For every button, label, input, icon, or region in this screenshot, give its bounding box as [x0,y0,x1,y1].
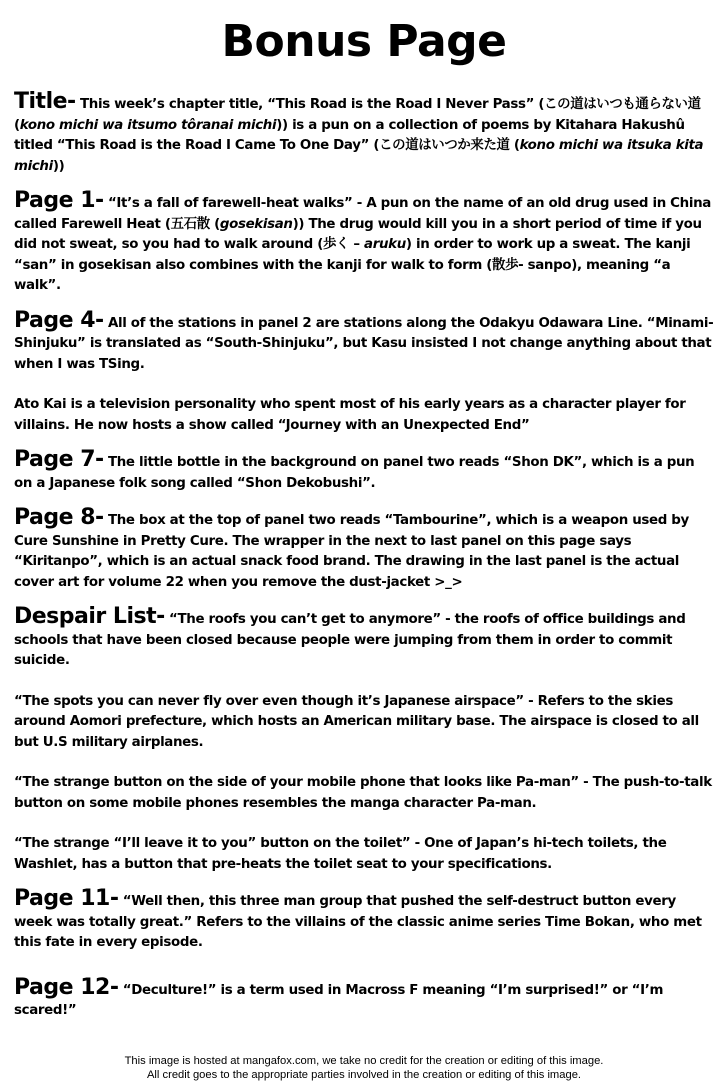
entry-page-12: Page 12- “Deculture!” is a term used in Macross F meaning “I’m surprised!” or “I’m scared!” [14,974,664,1018]
entry-heading: Title- [14,89,76,114]
entry-despair-item-4: “The strange “I’ll leave it to you” button on the toilet” - One of Japan’s hi-tech toilets, the Washlet, has a button that pre-heats the toilet seat to your specifications. [14,836,667,872]
entry-heading: Page 11- [14,886,119,911]
entry-page-11: Page 11- “Well then, this three man group that pushed the self-destruct button every week was totally great.” Refers to the villains of the classic anime series Time Bokan, who met this fate in every episode. [14,886,702,950]
entry-page-8: Page 8- The box at the top of panel two reads “Tambourine”, which is a weapon used by Cure Sunshine in Pretty Cure. The wrapper in the next to last panel on this page says “Kiritanpo”, which is an actual snack food brand. The drawing in the last panel is the actual cover art for volume 22 when you remove the dust-jacket >_> [14,505,689,590]
entry-heading: Despair List- [14,604,165,629]
page-title: Bonus Page [221,16,507,67]
hosting-credit-footer [0,1054,728,1082]
entry-despair-item-3: “The strange button on the side of your mobile phone that looks like Pa-man” - The push-to-talk button on some mobile phones resembles the manga character Pa-man. [14,775,712,811]
footer-line-1: This image is hosted at mangafox.com, we take no credit for the creation or editing of this image. [124,1055,604,1067]
entry-heading: Page 12- [14,974,119,1000]
entry-heading: Page 8- [14,505,104,530]
footer-line-2: All credit goes to the appropriate parties involved in the creation or editing of this image. [146,1069,582,1081]
entry-despair-item-2: “The spots you can never fly over even though it’s Japanese airspace” - Refers to the skies around Aomori prefecture, which hosts an American military base. The airspace is closed to all but U.S military airplanes. [14,693,699,750]
entry-page-4: Page 4- All of the stations in panel 2 are stations along the Odakyu Odawara Line. “Minami-Shinjuku” is translated as “South-Shinjuku”, but Kasu insisted I not change anything about that when I was TSing. [14,307,714,372]
entry-title: Title- This week’s chapter title, “This Road is the Road I Never Pass” (この道はいつも通らない道 (kono michi wa itsumo tôranai michi)) is a pun on a collection of poems by Kitahara Hakushû titled “This Road is the Road I Came To One Day” (この道はいつか来た道 (kono michi wa itsuka kita michi)) [14,89,704,174]
entry-heading: Page 1- [14,188,104,213]
entry-heading: Page 7- [14,447,104,472]
entry-heading: Page 4- [14,307,104,333]
entry-despair-list: Despair List- “The roofs you can’t get to anymore” - the roofs of office buildings and schools that have been closed because people were jumping from them in order to commit suicide. [14,604,686,668]
entry-page-7: Page 7- The little bottle in the background on panel two reads “Shon DK”, which is a pun on a Japanese folk song called “Shon Dekobushi”. [14,447,695,491]
entry-page-1: Page 1- “It’s a fall of farewell-heat walks” - A pun on the name of an old drug used in China called Farewell Heat (五石散 (gosekisan)) The drug would kill you in a short period of time if you did not sweat, so you had to walk around (歩く – aruku) in order to work up a sweat. The kanji “san” in gosekisan also combines with the kanji for walk to form (散歩- sanpo), meaning “a walk”. [14,188,711,293]
entry-page-4-note: Ato Kai is a television personality who spent most of his early years as a character player for villains. He now hosts a show called “Journey with an Unexpected End” [14,397,686,433]
